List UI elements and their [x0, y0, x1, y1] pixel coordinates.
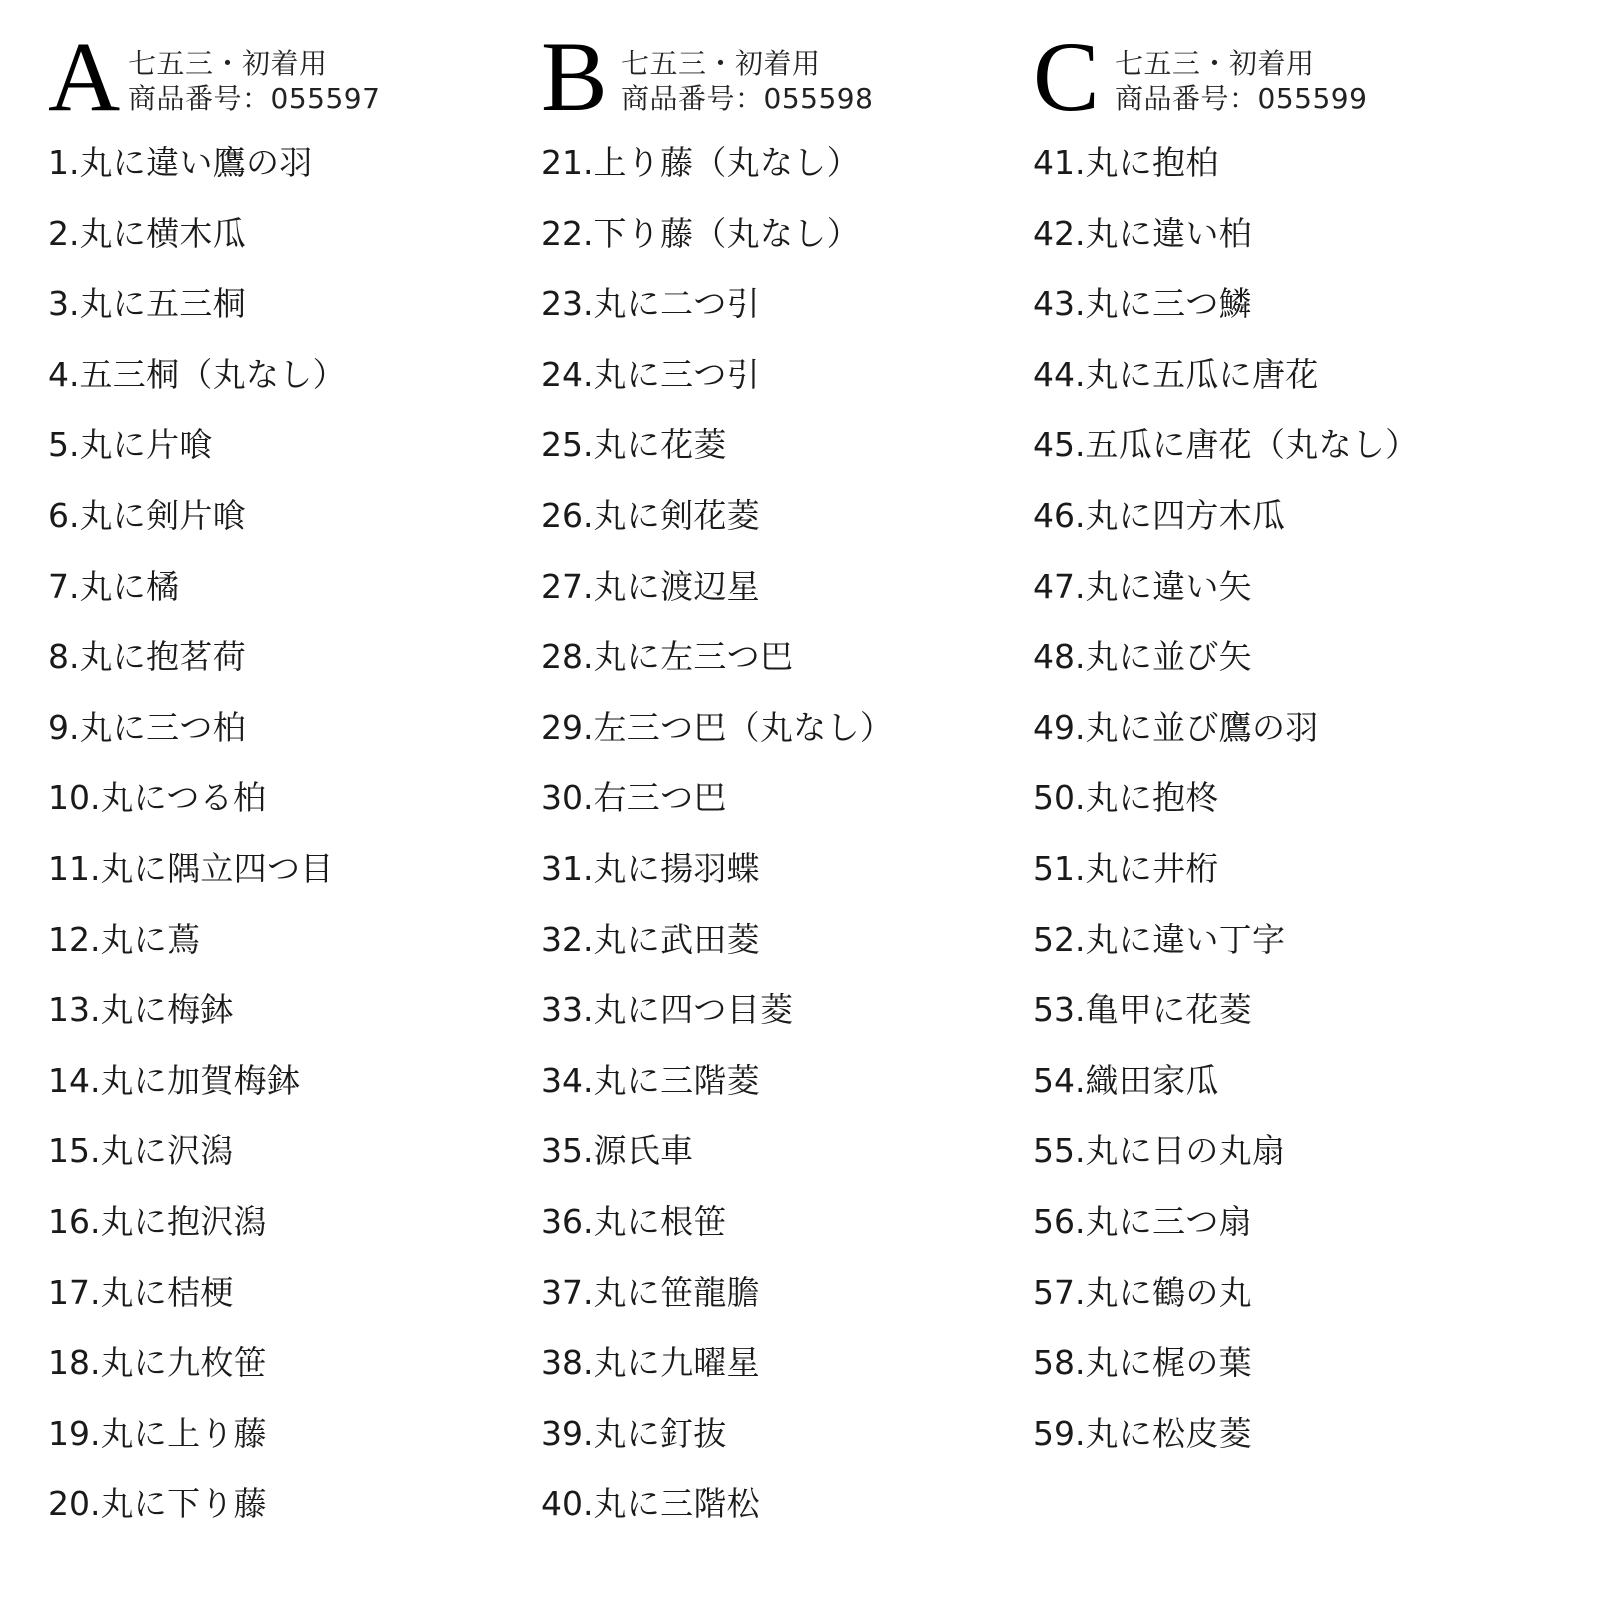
crest-list: [48, 138, 346, 1550]
crest-name: 丸に桔梗: [100, 1272, 234, 1312]
product-number: 商品番号：055598: [621, 82, 874, 115]
list-item: 54.織田家瓜: [1033, 1060, 1219, 1100]
crest-name: 右三つ巴: [593, 778, 727, 818]
crest-name: 丸に三つ鱗: [1085, 284, 1252, 324]
list-item: 13.丸に梅鉢: [48, 990, 234, 1030]
header-text: [621, 46, 873, 116]
crest-name: 丸に五瓜に唐花: [1085, 354, 1319, 394]
crest-name: 丸に隅立四つ目: [100, 848, 334, 888]
list-item: 14.丸に加賀梅鉢: [48, 1060, 301, 1100]
list-item: 15.丸に沢潟: [48, 1131, 234, 1171]
category-label: 七五三・初着用: [621, 47, 821, 80]
list-item: 25.丸に花菱: [541, 425, 727, 465]
crest-name: 丸に釘抜: [593, 1413, 727, 1453]
crest-column-a: [48, 0, 528, 1600]
crest-name: 丸に左三つ巴: [593, 637, 794, 677]
crest-name: 丸に鶴の丸: [1085, 1272, 1252, 1312]
crest-name: 下り藤（丸なし）: [593, 213, 860, 253]
list-item: 43.丸に三つ鱗: [1033, 284, 1252, 324]
list-item: 30.右三つ巴: [541, 778, 727, 818]
crest-name: 丸に井桁: [1085, 848, 1219, 888]
crest-name: 丸に笹龍膽: [593, 1272, 760, 1312]
list-item: 27.丸に渡辺星: [541, 566, 760, 606]
crest-name: 丸に橘: [79, 566, 180, 606]
list-item: 12.丸に蔦: [48, 919, 201, 959]
list-item: 23.丸に二つ引: [541, 284, 760, 324]
crest-column-c: [1033, 0, 1513, 1600]
crest-name: 丸に武田菱: [593, 919, 760, 959]
list-item: 48.丸に並び矢: [1033, 637, 1252, 677]
list-item: 1.丸に違い鷹の羽: [48, 143, 313, 182]
crest-name: 丸に九枚笹: [100, 1343, 267, 1383]
crest-name: 丸に下り藤: [100, 1484, 267, 1524]
crest-name: 亀甲に花菱: [1085, 990, 1252, 1030]
crest-name: 源氏車: [593, 1131, 694, 1171]
crest-name: 五瓜に唐花（丸なし）: [1085, 425, 1419, 465]
crest-name: 丸に抱沢潟: [100, 1201, 267, 1241]
list-item: 10.丸につる柏: [48, 778, 267, 818]
list-item: 52.丸に違い丁字: [1033, 919, 1286, 959]
list-item: 18.丸に九枚笹: [48, 1343, 267, 1383]
crest-name: 丸に渡辺星: [593, 566, 760, 606]
list-item: 32.丸に武田菱: [541, 919, 760, 959]
category-label: 七五三・初着用: [1115, 47, 1315, 80]
set-letter: A: [48, 21, 121, 132]
list-item: 4.五三桐（丸なし）: [48, 354, 346, 394]
header-text: [128, 46, 380, 116]
list-item: 35.源氏車: [541, 1131, 694, 1171]
list-item: 2.丸に横木瓜: [48, 213, 246, 253]
set-letter: B: [541, 21, 608, 132]
crest-name: 丸に日の丸扇: [1085, 1131, 1286, 1171]
crest-name: 丸に横木瓜: [79, 213, 246, 253]
crest-name: 丸に沢潟: [100, 1131, 234, 1171]
list-item: 57.丸に鶴の丸: [1033, 1272, 1252, 1312]
crest-name: 丸に根笹: [593, 1201, 727, 1241]
list-item: 7.丸に橘: [48, 566, 180, 606]
list-item: 16.丸に抱沢潟: [48, 1201, 267, 1241]
column-header: [1033, 21, 1513, 132]
crest-name: 丸に三階菱: [593, 1060, 760, 1100]
column-header: [48, 21, 528, 132]
column-header: [541, 21, 1021, 132]
crest-name: 丸に加賀梅鉢: [100, 1060, 301, 1100]
list-item: 36.丸に根笹: [541, 1201, 727, 1241]
crest-name: 丸に五三桐: [79, 284, 246, 324]
list-item: 20.丸に下り藤: [48, 1484, 267, 1524]
set-letter: C: [1033, 21, 1100, 132]
category-label: 七五三・初着用: [128, 47, 328, 80]
list-item: 31.丸に揚羽蝶: [541, 848, 760, 888]
crest-name: 丸につる柏: [100, 778, 267, 818]
crest-name: 丸に抱茗荷: [79, 637, 246, 677]
crest-name: 丸に二つ引: [593, 284, 760, 324]
list-item: 24.丸に三つ引: [541, 354, 760, 394]
list-item: 11.丸に隅立四つ目: [48, 848, 334, 888]
list-item: 45.五瓜に唐花（丸なし）: [1033, 425, 1419, 465]
header-text: [1115, 46, 1367, 116]
list-item: 40.丸に三階松: [541, 1484, 760, 1524]
crest-list: [1033, 138, 1418, 1479]
list-item: 46.丸に四方木瓜: [1033, 495, 1286, 535]
list-item: 29.左三つ巴（丸なし）: [541, 707, 894, 747]
list-item: 22.下り藤（丸なし）: [541, 213, 860, 253]
crest-name: 織田家瓜: [1085, 1060, 1219, 1100]
crest-name: 丸に梶の葉: [1085, 1343, 1252, 1383]
crest-name: 丸に剣花菱: [593, 495, 760, 535]
crest-name: 丸に梅鉢: [100, 990, 234, 1030]
crest-name: 丸に抱柏: [1085, 143, 1219, 182]
product-number: 商品番号：055599: [1115, 82, 1368, 115]
list-item: 38.丸に九曜星: [541, 1343, 760, 1383]
crest-name: 左三つ巴（丸なし）: [593, 707, 894, 747]
list-item: 41.丸に抱柏: [1033, 143, 1219, 182]
list-item: 26.丸に剣花菱: [541, 495, 760, 535]
list-item: 39.丸に釘抜: [541, 1413, 727, 1453]
list-item: 56.丸に三つ扇: [1033, 1201, 1252, 1241]
list-item: 33.丸に四つ目菱: [541, 990, 794, 1030]
product-number: 商品番号：055597: [128, 82, 381, 115]
list-item: 34.丸に三階菱: [541, 1060, 760, 1100]
list-item: 6.丸に剣片喰: [48, 495, 246, 535]
crest-name: 丸に四方木瓜: [1085, 495, 1286, 535]
list-item: 28.丸に左三つ巴: [541, 637, 794, 677]
crest-name: 丸に上り藤: [100, 1413, 267, 1453]
list-item: 59.丸に松皮菱: [1033, 1413, 1252, 1453]
crest-name: 丸に九曜星: [593, 1343, 760, 1383]
crest-name: 丸に四つ目菱: [593, 990, 794, 1030]
crest-name: 丸に揚羽蝶: [593, 848, 760, 888]
crest-name: 丸に並び矢: [1085, 637, 1252, 677]
crest-name: 丸に三つ引: [593, 354, 760, 394]
crest-name: 丸に片喰: [79, 425, 213, 465]
list-item: 8.丸に抱茗荷: [48, 637, 246, 677]
crest-name: 丸に違い丁字: [1085, 919, 1286, 959]
list-item: 17.丸に桔梗: [48, 1272, 234, 1312]
list-item: 19.丸に上り藤: [48, 1413, 267, 1453]
list-item: 21.上り藤（丸なし）: [541, 143, 860, 182]
crest-column-b: [541, 0, 1021, 1600]
list-item: 50.丸に抱柊: [1033, 778, 1219, 818]
list-item: 3.丸に五三桐: [48, 284, 246, 324]
list-item: 44.丸に五瓜に唐花: [1033, 354, 1319, 394]
crest-name: 丸に並び鷹の羽: [1085, 707, 1319, 747]
list-item: 58.丸に梶の葉: [1033, 1343, 1252, 1383]
crest-name: 丸に剣片喰: [79, 495, 246, 535]
crest-name: 丸に違い鷹の羽: [79, 143, 313, 182]
crest-list: [541, 138, 893, 1550]
list-item: 9.丸に三つ柏: [48, 707, 246, 747]
crest-name: 丸に三つ柏: [79, 707, 246, 747]
list-item: 47.丸に違い矢: [1033, 566, 1252, 606]
crest-name: 丸に花菱: [593, 425, 727, 465]
crest-name: 丸に違い柏: [1085, 213, 1252, 253]
list-item: 51.丸に井桁: [1033, 848, 1219, 888]
crest-name: 五三桐（丸なし）: [79, 354, 346, 394]
crest-name: 丸に違い矢: [1085, 566, 1252, 606]
crest-name: 上り藤（丸なし）: [593, 143, 860, 182]
list-item: 55.丸に日の丸扇: [1033, 1131, 1286, 1171]
list-item: 37.丸に笹龍膽: [541, 1272, 760, 1312]
crest-name: 丸に三つ扇: [1085, 1201, 1252, 1241]
crest-name: 丸に松皮菱: [1085, 1413, 1252, 1453]
list-item: 53.亀甲に花菱: [1033, 990, 1252, 1030]
list-item: 5.丸に片喰: [48, 425, 213, 465]
crest-name: 丸に三階松: [593, 1484, 760, 1524]
list-item: 49.丸に並び鷹の羽: [1033, 707, 1319, 747]
crest-name: 丸に蔦: [100, 919, 201, 959]
list-item: 42.丸に違い柏: [1033, 213, 1252, 253]
crest-name: 丸に抱柊: [1085, 778, 1219, 818]
